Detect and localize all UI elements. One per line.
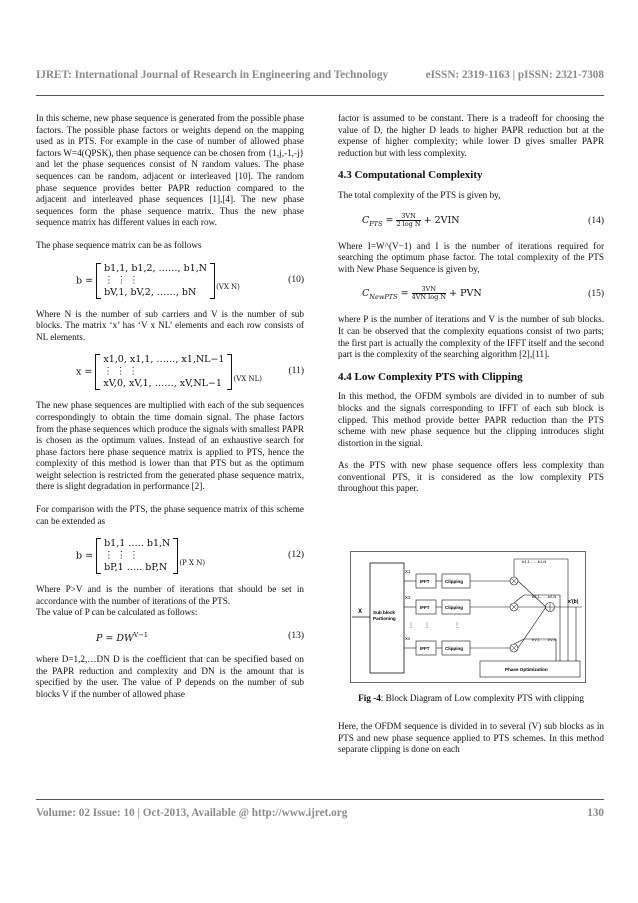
left-para-3: Where N is the number of sub carriers and V is the number of sub blocks. The matrix ‘x’ has ‘V x NL’ elements and each row consists of NL elements. [36,308,304,342]
eq10-lhs: b = [76,275,94,287]
equation-13 [36,630,304,644]
header-rule [36,95,604,96]
eq11-lhs: x = [76,366,93,378]
journal-title: IJRET: International Journal of Research in Engineering and Technology [36,69,389,81]
issn: eISSN: 2319-1163 | pISSN: 2321-7308 [425,69,604,81]
left-column [36,113,304,711]
figure-caption [338,693,604,703]
fig-partition-label-2: Partioning [373,616,396,621]
fig-input-label: X [358,609,363,615]
right-para-1: factor is assumed to be constant. There is a tradeoff for choosing the value of D, the higher D leads to higher PAPR reduction but at the expense of higher complexity; while lower D gives smaller PAPR reduction but with less complexity. [338,113,604,158]
eq12-row-3: bP,1 ….. bP,N [104,562,168,574]
right-para-6: As the PTS with new phase sequence offers less complexity than conventional PTS, it is considered as the low complexity PTS throughout this paper. [338,460,604,494]
eq15-frac-den: 4VN log N [411,293,447,302]
equation-11 [36,354,304,390]
fig-clip-v: Clipping [445,646,463,651]
fig-x1: X1 [405,569,411,574]
eq11-dim: (VX NL) [233,374,262,383]
eq14-lhs: C [362,214,370,226]
caption-label: Fig -4 [358,693,381,703]
eq14-frac-num: 3VN [396,213,420,221]
fig-bv: bV,1……bV,N [532,637,557,642]
eq14-frac-den: 2 log N [396,219,421,228]
right-column-lower [338,721,604,767]
left-para-7: The value of P can be calculated as follows: [36,607,198,618]
equation-14: $C_{PTS}$ = $\frac{3VN}{\text{2 log N}}$ + 2VIN (14) [362,211,604,228]
left-para-4: The new phase sequences are multiplied with each of the sub sequences correspondingly to obtain the time domain signal. The phase factors from the phase sequences which produce the signals with smallest PAPR is chosen as the optimum values. Instead of an exhaustive search for phase factors here phase sequence matrix is applied to PTS, hence the complexity of this method is lower than that PTS but as the optimum weight selection is restricted from the generated phase sequence matrix, there is slight degradation in performance [2]. [36,400,304,492]
eq13-number: (13) [288,631,304,642]
eq14-lhs-sub: PTS [369,219,383,228]
eq11-row-2: ⋮ ⋮ ⋮ [103,366,138,378]
eq11-number: (11) [288,366,304,377]
fig-ifft-v: IFFT [420,646,430,651]
equation-10 [36,263,304,299]
eq11-matrix [95,354,232,390]
fig-output-label: x'(b) [568,599,579,605]
eq12-row-2: ⋮ ⋮ ⋮ [104,550,139,562]
eq10-dim: (VX N) [216,283,240,292]
footer-link[interactable]: http://www.ijret.org [251,807,348,819]
eq12-row-1: b1,1 ….. b1,N [104,538,171,550]
right-para-5: In this method, the OFDM symbols are divided in to number of sub blocks and the signals corresponding to IFFT of each sub block is clipped. This method provide better PAPR reduction than the PTS scheme with new phase sequence but the clipping introduces slight distortion in the signal. [338,391,604,448]
eq11-row-1: x1,0, x1,1, ……, x1,NL−1 [103,354,225,366]
fig-b1: b1,1……b1,N [522,559,547,564]
eq10-number: (10) [288,274,304,285]
right-para-3: Where I=W^(V−1) and I is the number of iterations required for searching the optimum phase factor. The total complexity of the PTS with New Phase Sequence is given by, [338,240,604,274]
footer-rule [36,799,604,800]
eq10-row-3: bV,1, bV,2, ……, bN [104,286,197,298]
fig-dots-3: ⋮ [454,623,460,629]
eq13-text: P = DW [96,633,134,645]
eq12-lhs: b = [76,550,94,562]
eq14-number: (14) [588,215,604,226]
eq13-sup: V−1 [133,631,149,640]
block-diagram-figure [350,551,586,683]
footer-volume: Volume: 02 Issue: 10 | Oct-2013, Available @ [36,807,252,819]
eq12-matrix [96,538,178,574]
fig-clip-1: Clipping [445,579,463,584]
eq12-number: (12) [288,550,304,561]
eq10-row-2: ⋮ ⋮ ⋮ [104,274,139,286]
fig-phase-opt: Phase Optimization [505,667,548,672]
equation-15: $C_{NewPTS}$ = $\frac{3VN}{\text{4VN log N}}$ + PVN (15) [362,285,604,302]
right-para-2: The total complexity of the PTS is given by, [338,189,501,200]
page-number: 130 [587,807,604,819]
fig-dots-1: ⋮ [408,623,414,629]
eq15-frac-num: 3VN [412,286,447,294]
eq11-row-3: xV,0, xV,1, ……, xV,NL−1 [103,378,222,390]
left-para-1: In this scheme, new phase sequence is generated from the possible phase factors. The possible phase factors or weights depend on the mapping used as in PTS. For example in the case of number of allowed phase factors W=4(QPSK), then phase sequence can be chosen from {1,j,-1,-j} and let the phase sequences consist of N random values. The phase sequences can be random, adjacent or interleaved [10]. The random phase sequence provides better PAPR reduction compared to the adjacent and interleaved phase sequences [1],[4]. The new phase sequences form the phase sequence matrix. Thus the new phase sequence matrix has different values in each row. [36,113,304,228]
fig-partition-label-1: Sub block [373,610,395,615]
eq15-rest: + PVN [449,288,482,300]
fig-x2: X2 [405,595,411,600]
left-para-5: For comparison with the PTS, the phase sequence matrix of this scheme can be extended as [36,504,304,526]
equation-12 [36,538,304,574]
caption-text: : Block Diagram of Low complexity PTS with clipping [380,693,584,703]
eq10-matrix [96,263,215,299]
eq15-lhs: C [362,288,370,300]
right-para-4: where P is the number of iterations and V is the number of sub blocks. It can be observed that the complexity equations consist of two parts; the first part is actually the complexity of the IFFT itself and the second part is the complexity of the searching algorithm [2],[11]. [338,314,604,360]
section-4-4-heading: 4.4 Low Complexity PTS with Clipping [338,370,523,383]
eq15-fraction [412,286,447,301]
eq15-lhs-sub: NewPTS [369,293,398,302]
fig-clip-2: Clipping [445,605,463,610]
right-column [338,113,604,506]
eq14-rest: + 2VIN [423,214,460,226]
eq12-dim: (P X N) [179,558,206,567]
eq15-number: (15) [588,289,604,300]
eq10-row-1: b1,1, b1,2, ……, b1,N [104,262,208,274]
fig-xv: Xv [405,636,411,641]
fig-ifft-1: IFFT [420,579,430,584]
section-4-3-heading: 4.3 Computational Complexity [338,169,483,182]
page-footer [36,807,604,819]
fig-dots-2: ⋮ [424,623,430,629]
left-para-2: The phase sequence matrix can be as follows [36,239,202,250]
left-para-8: where D=1,2,…DN D is the coefficient that can be specified based on the PAPR reduction and complexity and DN is the amount that is specified by the user. The value of P depends on the number of sub blocks V if the number of allowed phase [36,654,304,699]
left-para-6: Where P>V and is the number of iterations that should be set in accordance with the number of iterations of the PTS. [36,584,304,606]
eq14-fraction [396,213,420,228]
right-para-7: Here, the OFDM sequence is divided in to several (V) sub blocks as in PTS and new phase sequence applied to PTS schemes. In this method separate clipping is done on each [338,721,604,755]
fig-b2: b2,1……b2,N [532,594,557,599]
fig-ifft-2: IFFT [420,605,430,610]
